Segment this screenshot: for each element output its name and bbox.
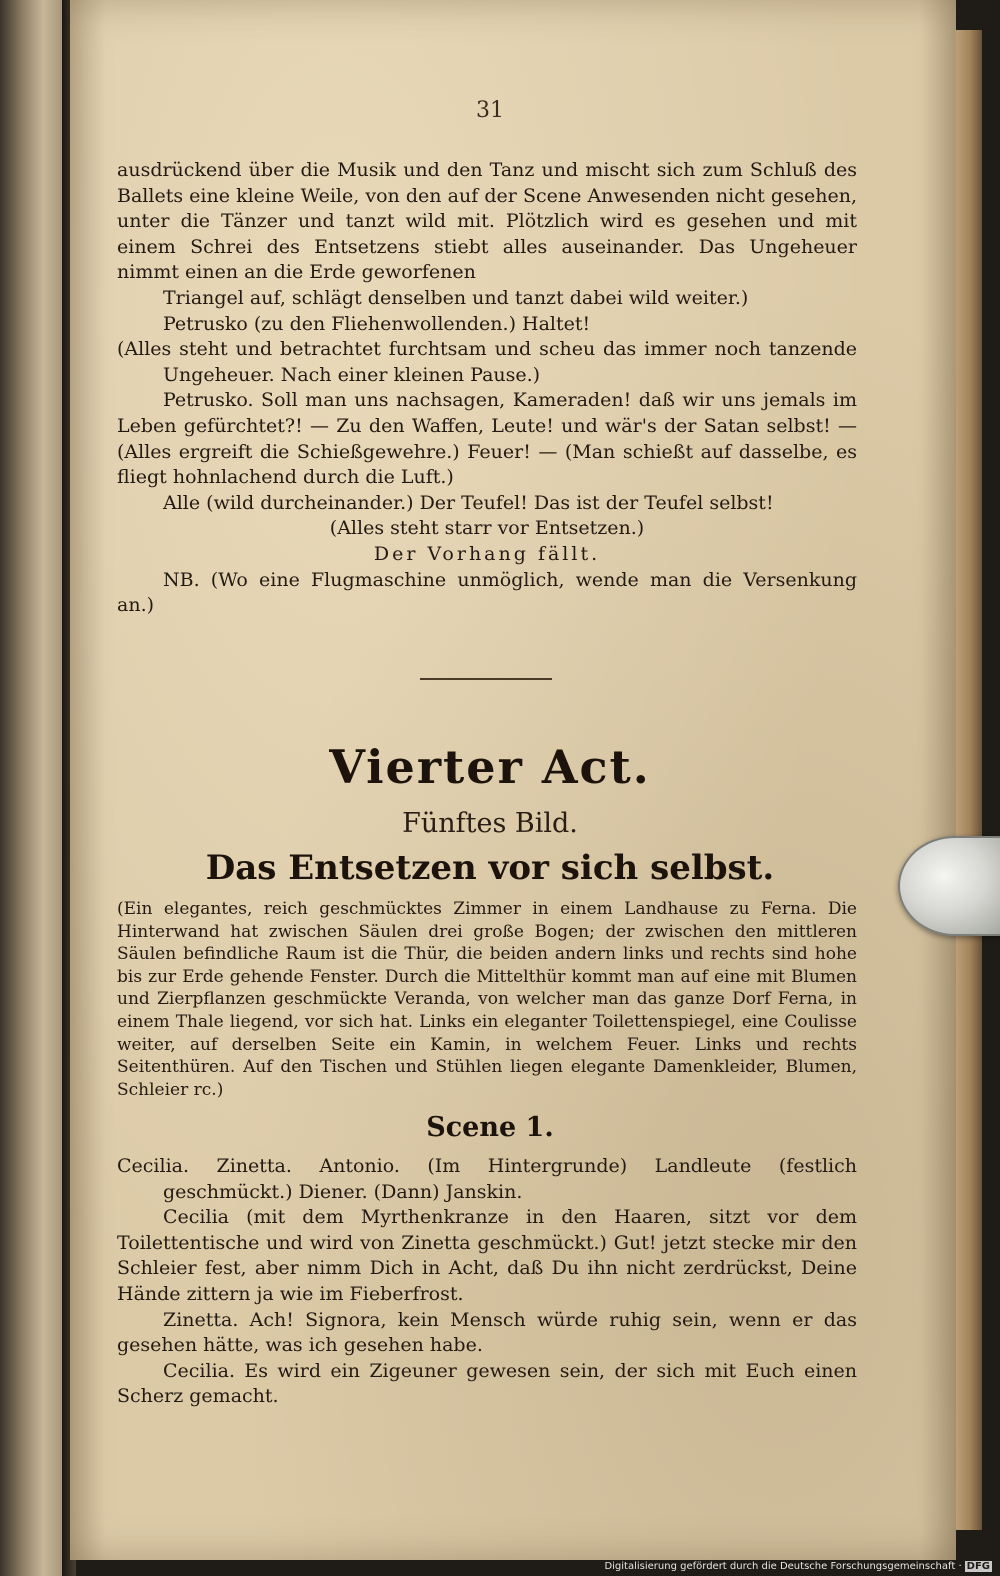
bild-title: Fünftes Bild. (402, 808, 578, 839)
paragraph-cecilia-zigeuner: Cecilia. Es wird ein Zigeuner gewesen sein, der sich mit Euch einen Scherz gemacht. (117, 1359, 857, 1408)
stage-direction-block (117, 898, 857, 1101)
digitization-footer (604, 1561, 992, 1572)
curtain-falls-line: Der Vorhang fällt. (373, 542, 601, 565)
paragraph-starr-vor-entsetzen: (Alles steht starr vor Entsetzen.) (329, 517, 645, 540)
paragraph-cecilia-schleier: Cecilia (mit dem Myrthenkranze in den Haaren, sitzt vor dem Toilettentische und wird von Zinetta geschmückt.) Gut! jetzt stecke mir den Schleier fest, aber nimm Dich in Acht, daß Du ihn nicht zerdrückst, Deine Hände zittern ja wie im Fieberfrost. (117, 1206, 857, 1305)
page-clamp (898, 836, 1000, 936)
paragraph-alle-teufel: Alle (wild durcheinander.) Der Teufel! Das ist der Teufel selbst! (163, 491, 774, 514)
footer-text: Digitalisierung gefördert durch die Deutsche Forschungsgemeinschaft · (604, 1561, 962, 1572)
scene-text-block (117, 1154, 857, 1410)
paragraph-cast-list: Cecilia. Zinetta. Antonio. (Im Hintergrunde) Landleute (festlich geschmückt.) Diener. (Dann) Janskin. (117, 1155, 857, 1203)
paragraph-petrusko-speech: Petrusko. Soll man uns nachsagen, Kameraden! daß wir uns jemals im Leben gefürchtet?! — Zu den Waffen, Leute! und wär's der Satan selbst! — (Alles ergreift die Schießgewehre.) Feuer! — (Man schießt auf dasselbe, es fliegt hohnlachend durch die Luft.) (117, 389, 857, 489)
paragraph-triangel: Triangel auf, schlägt denselben und tanzt dabei wild weiter.) (163, 286, 749, 309)
top-text-block (117, 158, 857, 619)
stage-direction: (Ein elegantes, reich geschmücktes Zimmer in einem Landhause zu Ferna. Die Hinterwand hat zwischen Säulen drei große Bogen; der zwischen den mittleren Säulen befindliche Raum ist die Thür, die beiden andern links und rechts sind hohe bis zur Erde gehende Fenster. Durch die Mittelthür kommt man auf eine mit Blumen und Zierpflanzen geschmückte Veranda, von welcher man das ganze Dorf Ferna, in einem Thale liegend, vor sich hat. Links ein eleganter Toilettenspiegel, eine Coulisse weiter, auf derselben Seite ein Kamin, in welchem Feuer. Links und rechts Seitenthüren. Auf den Tischen und Stühlen liegen elegante Damenkleider, Blumen, Schleier rc.) (117, 899, 857, 1100)
paragraph-alles-steht: (Alles steht und betrachtet furchtsam und scheu das immer noch tanzende Ungeheuer. Nach einer kleinen Pause.) (117, 338, 857, 386)
scene-subtitle: Das Entsetzen vor sich selbst. (205, 848, 775, 888)
paragraph-nb-note: NB. (Wo eine Flugmaschine unmöglich, wende man die Versenkung an.) (117, 568, 857, 617)
paragraph-ballet-description: ausdrückend über die Musik und den Tanz und mischt sich zum Schluß des Ballets eine kleine Weile, von den auf der Scene Anwesenden nicht gesehen, unter die Tänzer und tanzt wild mit. Plötzlich wird es gesehen und mit einem Schrei des Entsetzens stiebt alles auseinander. Das Ungeheuer nimmt einen an die Erde geworfenen (117, 159, 857, 284)
page-number: 31 (476, 98, 504, 123)
scene-title: Scene 1. (426, 1112, 554, 1143)
section-divider (420, 678, 552, 680)
dfg-logo: DFG (966, 1561, 990, 1572)
paragraph-zinetta: Zinetta. Ach! Signora, kein Mensch würde ruhig sein, wenn er das gesehen hätte, was ich gesehen habe. (117, 1308, 857, 1357)
paragraph-petrusko-haltet: Petrusko (zu den Fliehenwollenden.) Haltet! (163, 312, 591, 335)
act-title: Vierter Act. (329, 740, 651, 794)
